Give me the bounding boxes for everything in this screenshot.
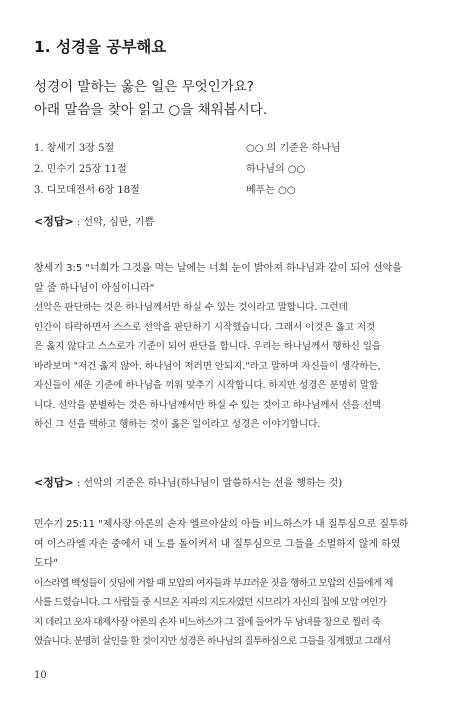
question-line: 성경이 말하는 옳은 일은 무엇인가요? <box>34 79 254 95</box>
body-line: 였습니다. 분명히 살인을 한 것이지만 성경은 하나님의 질투하심으로 그들을 징계했고 그래서 <box>34 636 391 647</box>
question-line: 아래 말씀을 찾아 읽고 ○을 채워봅시다. <box>34 102 268 118</box>
reference-prompt: ○○ 의 기준은 하나님 <box>246 143 341 154</box>
answer-label: <정답> <box>34 215 74 228</box>
verse-line: 창세기 3:5 "너희가 그것을 먹는 날에는 너희 눈이 밝아져 하나님과 같이 되어 선악을 <box>34 263 402 274</box>
body-line: 하신 그 선을 택하고 행하는 것이 옳은 일이라고 성경은 이야기합니다. <box>34 419 321 430</box>
verse-line: 도다" <box>34 558 58 569</box>
body-line: 자신들이 세운 기준에 하나님을 끼워 맞추기 시작합니다. 하지만 성경은 분명히 말합 <box>34 380 379 391</box>
body-line: 이스라엘 백성들이 싯딤에 거할 때 모압의 여자들과 부끄러운 짓을 행하고 모압의 신들에게 제 <box>34 577 393 589</box>
answer-label: <정답> <box>34 476 74 489</box>
verse-line: 여 이스라엘 자손 중에서 내 노를 돌이켜서 내 질투심으로 그들을 소멸하지 않게 하였 <box>34 538 401 550</box>
body-line: 바라보며 "저건 옳지 않아. 하나님이 저러면 안되지."라고 말하며 자신들이 생각하는, <box>34 360 381 372</box>
reference-list <box>34 138 444 201</box>
numbers-paragraph <box>34 515 438 652</box>
body-line: 니다. 선악을 분별하는 것은 하나님께서만 하실 수 있는 것이고 하나님께서 선을 선택 <box>34 399 382 411</box>
body-line: 은 옳지 않다고 스스로가 기준이 되어 판단을 합니다. 우리는 하나님께서 행하신 일을 <box>34 341 382 352</box>
section-title: 1. 성경을 공부해요 <box>34 38 167 56</box>
verse-line: 민수기 25:11 "제사장 아론의 손자 엘르아살의 아들 비느하스가 내 질투심으로 질투하 <box>34 519 409 530</box>
reference-prompt: 하나님의 ○○ <box>246 164 306 175</box>
body-line: 선악은 판단하는 것은 하나님께서만 하실 수 있는 것이라고 말합니다. 그런데 <box>34 302 348 313</box>
body-line: 지 데리고 오자 대제사장 아론의 손자 비느하스가 그 집에 들어가 두 남녀를 창으로 찔러 죽 <box>34 616 381 628</box>
reference-row <box>34 159 444 180</box>
question-block <box>34 76 444 122</box>
reference-row <box>34 180 444 201</box>
body-line: 인간이 타락하면서 스스로 선악을 판단하기 시작했습니다. 그래서 이것은 옳고 저것 <box>34 321 376 333</box>
answer-text: : 선악, 심판, 기쁨 <box>73 217 155 228</box>
answer-text: : 선악의 기준은 하나님(하나님이 말씀하시는 선을 행하는 것) <box>73 478 343 489</box>
page-number: 10 <box>34 670 47 681</box>
reference-verse: 2. 민수기 25장 11절 <box>34 164 127 175</box>
verse-line: 알 줄 하나님이 아심이니라" <box>34 282 155 294</box>
reference-verse: 1. 창세기 3장 5절 <box>34 143 115 154</box>
reference-prompt: 베푸는 ○○ <box>246 185 296 196</box>
body-line: 사를 드렸습니다. 그 사람들 중 시므온 지파의 지도자였던 시므리가 자신의 집에 모압 여인가 <box>34 597 387 608</box>
genesis-paragraph <box>34 259 438 435</box>
answer-line <box>34 474 444 490</box>
answer-line <box>34 213 444 229</box>
reference-verse: 3. 디모데전서 6장 18절 <box>34 185 140 196</box>
reference-row <box>34 138 444 159</box>
